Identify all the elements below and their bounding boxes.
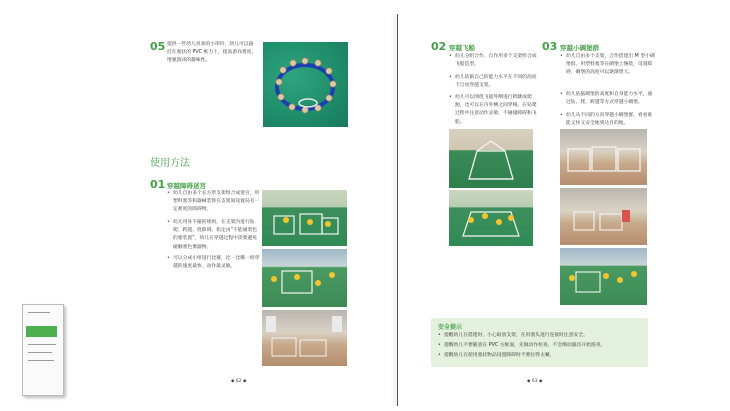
item-05-number: 05 [150,40,166,53]
item-02-number: 02 [431,40,447,53]
fort-photo-3 [560,248,647,305]
fort-hall-illustration [560,188,647,245]
left-page-number: ◆ 62 ◆ [231,379,247,384]
item-01-heading: 穿越障碍迷宫 [167,182,206,190]
item-01-bullet-3: • 可以分成小组进行比赛，比一比哪一组穿越的速度最快、动作最灵敏。 [167,255,261,271]
safety-tips-title: 安全提示 [438,324,463,331]
item-03-bullet-3: • 幼儿从不同的方向穿越小碉堡群，看看谁能又快又安全地到达目的地。 [560,112,656,128]
safety-tip-3: • 提醒幼儿在使用塞状物品设置障碍时不要拉得太紧。 [438,352,649,360]
item-02-bullet-3: • 幼儿可以围绕飞船外侧进行跨跳或爬跑，也可以在内外侧之间穿梭。在钻爬过程中注意动作灵敏，不碰撞障碍和飞船。 [449,94,539,127]
item-03-number: 03 [542,40,558,53]
book-spine [397,14,398,406]
book-cover-rule [28,352,52,353]
book-cover-rule [28,312,50,313]
maze-frames-illustration [262,190,347,246]
item-02-heading: 穿越飞船 [449,44,475,52]
item-02-bullet-2: • 幼儿依据自己的能力水平在不同的高度下自由穿越支架。 [449,74,539,90]
book-cover-rule [28,344,56,345]
item-01-bullet-2: • 幼儿用身不碰的规则，在支架内进行钻爬、跨越、绕障碍。指定由“不能碰着色的塞装置”，幼儿在穿越过程中需要避免碰触塞色像器物。 [167,219,261,252]
safety-tip-2: • 提醒幼儿不要随意在 PVC 方框面，先做动作检查，不会倒动器具开始游戏。 [438,342,649,350]
fort-frames-illustration [560,129,647,185]
item-03-bullet-1: • 幼儿自由多个支架，合作搭建出 M 型小碉堡群，用塑料塞等在碉堡上缠绕，设置障碍，碉堡的高度可以逐渐增大。 [560,53,656,78]
right-page-number: ◆ 63 ◆ [527,379,543,384]
item-03-bullet-2: • 幼儿依据碉堡的高度和自身能力水平，通过钻、爬、跨越等方式穿越小碉堡。 [560,91,656,107]
book-cover-title-band [26,326,57,337]
bell-ring-photo [263,42,348,127]
item-01-bullet-1: • 幼儿自由多个长方形支架组合成迷宫，用塑料塞等和器械装饰在支架间设置局有一定难度的障碍物。 [167,190,261,215]
item-03-heading: 穿越小碉堡群 [560,44,599,52]
spaceship-children-illustration [449,190,533,246]
maze-photo-3 [262,310,347,366]
item-01-number: 01 [150,178,166,191]
usage-section-title: 使用方法 [150,158,190,169]
maze-running-illustration [262,249,347,307]
book-cover-thumbnail [22,304,64,396]
fort-photo-2 [560,188,647,245]
spaceship-frame-illustration [449,129,533,188]
spaceship-photo-1 [449,129,533,188]
bell-ring-illustration [263,42,348,127]
item-02-bullet-1: • 幼儿分组合作，自作用多个支架组合成飞船造型。 [449,53,539,69]
safety-tip-1: • 提醒幼儿在搭建时，小心取放支架，在用塞头进行连接时注意安全。 [438,332,649,340]
item-05-text: 提供一些幼儿喜欢的小串铃，幼儿可以悬挂在塞状的 PVC 框力上，提高游戏难度，增强游戏的趣味性。 [167,42,257,64]
book-cover-rule [28,360,54,361]
fort-children-illustration [560,248,647,305]
fort-photo-1 [560,129,647,185]
hall-frames-illustration [262,310,347,366]
maze-photo-1 [262,190,347,246]
spaceship-photo-2 [449,190,533,246]
maze-photo-2 [262,249,347,307]
spine-shadow [390,14,397,406]
